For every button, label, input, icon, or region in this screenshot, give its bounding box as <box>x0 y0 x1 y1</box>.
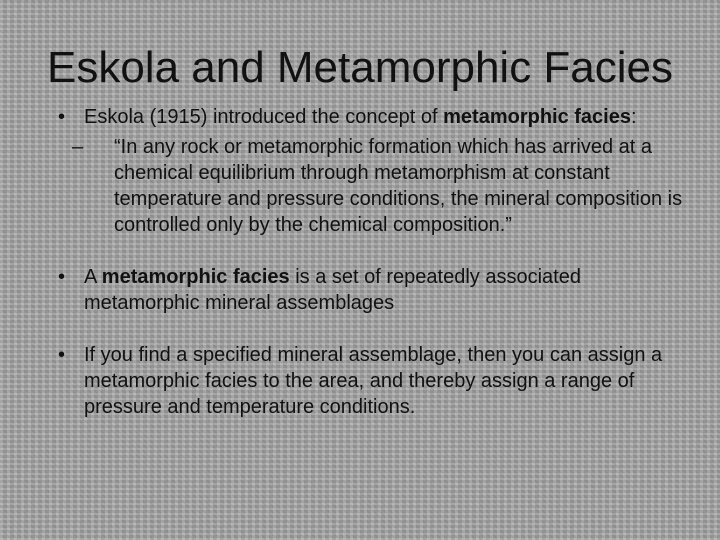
bullet-marker: • <box>58 344 66 366</box>
bullet-text: If you find a specified mineral assemblage, then you can assign a metamorphic facies to the area, and thereby assign a range of pressure and temperature conditions. <box>84 344 663 418</box>
dash-marker: – <box>72 136 84 158</box>
bullet-text: : <box>630 106 637 128</box>
bullet-text: Eskola (1915) introduced the concept of <box>84 106 444 128</box>
bullet-marker: • <box>58 106 66 128</box>
bullet-definition <box>58 264 688 316</box>
sub-bullet-quote <box>58 134 688 238</box>
bullet-text: A <box>84 266 102 288</box>
slide-body <box>58 104 688 420</box>
bullet-assemblage <box>58 342 688 420</box>
bullet-bold-term: metamorphic facies <box>101 266 290 288</box>
quote-text: “In any rock or metamorphic formation which has arrived at a chemical equilibrium through metamorphism at constant temperature and pressure conditions, the mineral composition is controlled only by the chemical composition.” <box>114 136 683 236</box>
bullet-marker: • <box>58 266 66 288</box>
slide-title: Eskola and Metamorphic Facies <box>46 43 674 92</box>
bullet-text: is a set of repeatedly associated metamorphic mineral assemblages <box>84 266 581 314</box>
bullet-eskola <box>58 104 688 130</box>
bullet-bold-term: metamorphic facies <box>443 106 631 128</box>
